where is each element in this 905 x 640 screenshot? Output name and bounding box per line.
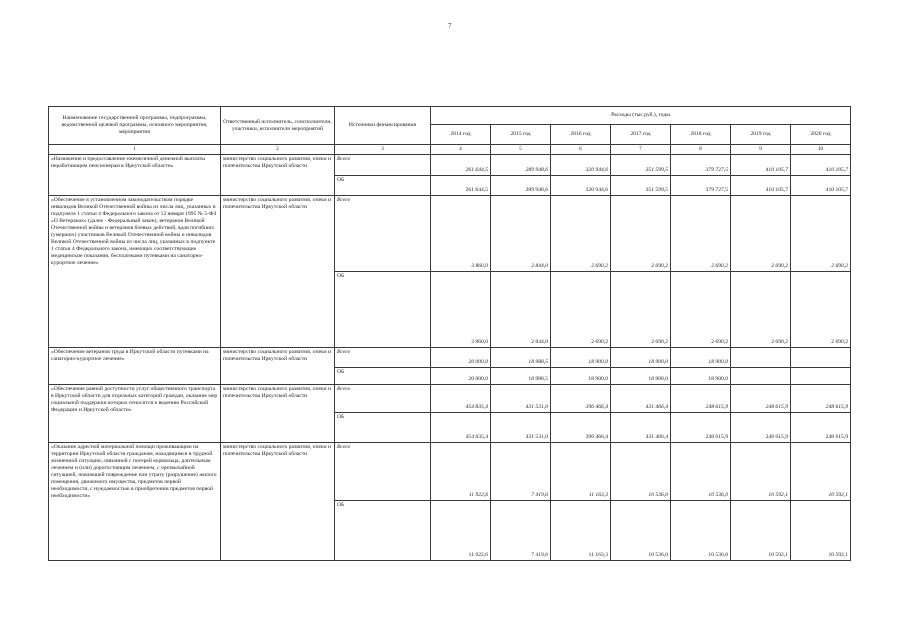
total-value: 261 644,5 — [431, 154, 491, 175]
ob-value — [731, 367, 791, 384]
total-value: 2 690,2 — [611, 195, 671, 271]
source-total-label: Всего — [335, 195, 431, 271]
column-number: 10 — [791, 145, 851, 155]
total-value: 3 860,0 — [431, 195, 491, 271]
header-source: Источники финансирования — [335, 107, 431, 145]
measure-name: «Обеспечение ветеранов труда в Иркутской области путевками на санаторно-курортное лечение» — [49, 347, 221, 384]
total-value: 248 615,9 — [671, 384, 731, 412]
source-total-label: Всего — [335, 384, 431, 412]
column-number: 7 — [611, 145, 671, 155]
column-number: 3 — [335, 145, 431, 155]
total-value: 7 419,6 — [491, 442, 551, 500]
total-value: 289 948,6 — [491, 154, 551, 175]
column-number: 2 — [221, 145, 335, 155]
column-number: 4 — [431, 145, 491, 155]
total-value: 10 536,0 — [671, 442, 731, 500]
ob-value: 7 419,6 — [491, 500, 551, 560]
ob-value: 2 690,2 — [731, 271, 791, 347]
ob-value: 11 163,3 — [551, 500, 611, 560]
header-year: 2020 год — [791, 125, 851, 145]
source-total-label: Всего — [335, 154, 431, 175]
total-value: 2 844,0 — [491, 195, 551, 271]
ob-value: 2 690,2 — [611, 271, 671, 347]
ob-value: 351 599,5 — [611, 175, 671, 195]
header-executor: Ответственный исполнитель, соисполнители, участники, исполнители мероприятий — [221, 107, 335, 145]
total-value: 431 531,0 — [491, 384, 551, 412]
ob-value: 10 536,0 — [611, 500, 671, 560]
ob-value: 248 615,9 — [671, 412, 731, 442]
ob-value: 10 592,1 — [791, 500, 851, 560]
total-value: 410 105,7 — [731, 154, 791, 175]
ob-value: 10 592,1 — [731, 500, 791, 560]
header-year: 2017 год — [611, 125, 671, 145]
measure-name: «Обеспечение равной доступности услуг общественного транспорта в Иркутской области для отдельных категорий граждан, оказание мер социальной поддержки которых относится к ведению Российской Федерации и Иркутской области» — [49, 384, 221, 442]
header-year: 2018 год — [671, 125, 731, 145]
measure-executor: министерство социального развития, опеки и попечительства Иркутской области — [221, 442, 335, 560]
page-number: 7 — [448, 22, 452, 30]
ob-value: 431 466,4 — [611, 412, 671, 442]
source-ob-label: ОБ — [335, 412, 431, 442]
ob-value: 320 944,6 — [551, 175, 611, 195]
measure-executor: министерство социального развития, опеки и попечительства Иркутской области — [221, 195, 335, 347]
total-value — [731, 347, 791, 367]
table-row — [49, 195, 851, 271]
header-year: 2015 год — [491, 125, 551, 145]
ob-value: 289 948,6 — [491, 175, 551, 195]
total-value: 248 615,9 — [791, 384, 851, 412]
ob-value: 18 900,0 — [671, 367, 731, 384]
ob-value: 10 536,0 — [671, 500, 731, 560]
source-ob-label: ОБ — [335, 271, 431, 347]
measure-name: «Оказание адресной материальной помощи проживающим на территории Иркутской области гражданам, находящимся в трудной жизненной ситуации, связанной с потерей кормильца, длительным лечением и (или) дорогостоящим лечением, с чрезвычайной ситуацией, повлекшей повреждение или утрату (разрушение) жилого помещения, движимого имущества, предметов первой необходимости, с нуждаемостью в приобретении предметов первой необходимости» — [49, 442, 221, 560]
total-value: 410 105,7 — [791, 154, 851, 175]
total-value: 2 690,2 — [731, 195, 791, 271]
ob-value: 454 835,4 — [431, 412, 491, 442]
ob-value: 410 105,7 — [791, 175, 851, 195]
total-value: 11 922,6 — [431, 442, 491, 500]
table-row — [49, 347, 851, 367]
total-value: 11 163,3 — [551, 442, 611, 500]
column-number: 5 — [491, 145, 551, 155]
total-value: 18 900,0 — [671, 347, 731, 367]
total-value: 431 466,4 — [611, 384, 671, 412]
measure-executor: министерство социального развития, опеки и попечительства Иркутской области — [221, 154, 335, 195]
ob-value: 379 727,5 — [671, 175, 731, 195]
ob-value: 410 105,7 — [731, 175, 791, 195]
budget-table — [48, 106, 851, 561]
measure-executor: министерство социального развития, опеки и попечительства Иркутской области — [221, 347, 335, 384]
ob-value: 2 844,0 — [491, 271, 551, 347]
measure-executor: министерство социального развития, опеки и попечительства Иркутской области — [221, 384, 335, 442]
total-value: 379 727,5 — [671, 154, 731, 175]
source-ob-label: ОБ — [335, 500, 431, 560]
header-year: 2014 год — [431, 125, 491, 145]
total-value: 20 000,0 — [431, 347, 491, 367]
total-value: 351 599,5 — [611, 154, 671, 175]
column-number: 9 — [731, 145, 791, 155]
ob-value: 2 690,2 — [791, 271, 851, 347]
total-value: 2 690,2 — [791, 195, 851, 271]
ob-value: 396 466,4 — [551, 412, 611, 442]
ob-value: 18 900,0 — [551, 367, 611, 384]
column-number: 6 — [551, 145, 611, 155]
total-value: 18 900,0 — [611, 347, 671, 367]
source-total-label: Всего — [335, 442, 431, 500]
header-expenses: Расходы (тыс.руб.), годы — [431, 107, 851, 125]
total-value: 320 944,6 — [551, 154, 611, 175]
total-value: 248 615,9 — [731, 384, 791, 412]
total-value — [791, 347, 851, 367]
total-value: 454 835,4 — [431, 384, 491, 412]
table-row — [49, 154, 851, 175]
source-ob-label: ОБ — [335, 175, 431, 195]
measure-name: «Обеспечение в установленном законодательством порядке инвалидов Великой Отечественной войны из числа лиц, указанных в подпункте 1 статьи 4 Федерального закона от 12 января 1995 № 5-ФЗ «О Ветеранах» (далее - Федеральный закон), ветеранов Великой Отечественной войны и ветеранов боевых действий, вдов погибших (умерших) участников Великой Отечественной войны и инвалидов Великой Отечественной войны из числа лиц, указанных в подпункте 1 статьи 4 Федерального закона, имеющих соответствующие медицинские показания, бесплатными путевками на санаторно-курортное лечение» — [49, 195, 221, 347]
table-row — [49, 384, 851, 412]
ob-value: 3 860,0 — [431, 271, 491, 347]
header-year: 2016 год — [551, 125, 611, 145]
source-total-label: Всего — [335, 347, 431, 367]
measure-name: «Назначение и предоставление ежемесячной денежной выплаты неработающим пенсионерам в Иркутской области» — [49, 154, 221, 195]
ob-value: 261 644,5 — [431, 175, 491, 195]
table-row — [49, 442, 851, 500]
total-value: 18 900,0 — [551, 347, 611, 367]
ob-value: 18 900,0 — [611, 367, 671, 384]
total-value: 10 592,1 — [731, 442, 791, 500]
ob-value: 11 922,6 — [431, 500, 491, 560]
ob-value: 2 690,2 — [671, 271, 731, 347]
ob-value: 18 988,5 — [491, 367, 551, 384]
total-value: 2 690,2 — [671, 195, 731, 271]
total-value: 396 466,4 — [551, 384, 611, 412]
total-value: 10 592,1 — [791, 442, 851, 500]
total-value: 2 690,2 — [551, 195, 611, 271]
ob-value: 248 615,9 — [791, 412, 851, 442]
ob-value: 248 615,9 — [731, 412, 791, 442]
total-value: 18 988,5 — [491, 347, 551, 367]
source-ob-label: ОБ — [335, 367, 431, 384]
ob-value: 20 000,0 — [431, 367, 491, 384]
header-year: 2019 год — [731, 125, 791, 145]
column-number: 8 — [671, 145, 731, 155]
column-number: 1 — [49, 145, 221, 155]
header-name: Наименование государственной программы, подпрограммы, ведомственной целевой программы, основного мероприятия, мероприятия — [49, 107, 221, 145]
ob-value — [791, 367, 851, 384]
ob-value: 2 690,2 — [551, 271, 611, 347]
ob-value: 431 531,0 — [491, 412, 551, 442]
total-value: 10 536,0 — [611, 442, 671, 500]
